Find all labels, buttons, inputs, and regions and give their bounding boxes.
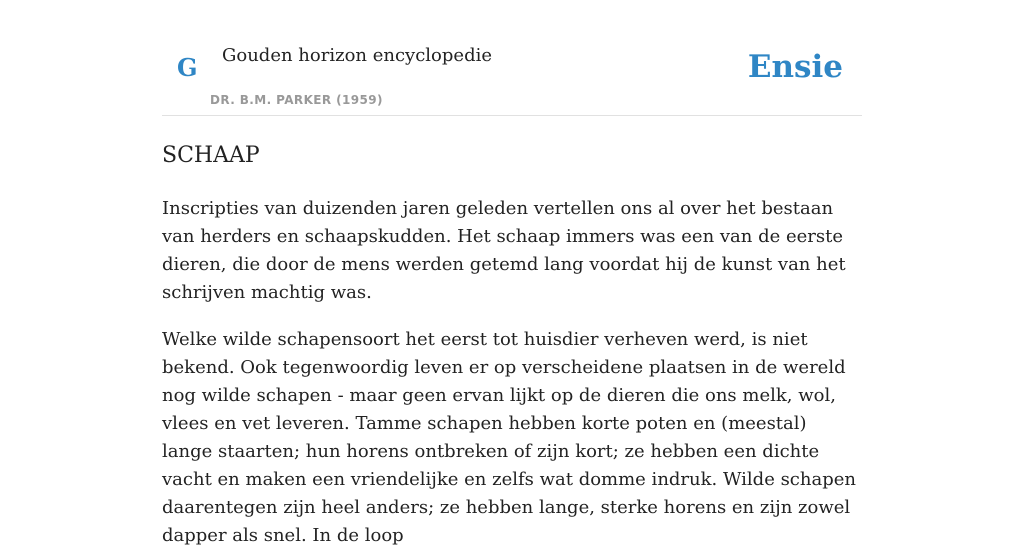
entry-title: SCHAAP bbox=[162, 143, 260, 168]
entry-paragraph: Welke wilde schapensoort het eerst tot huisdier verheven werd, is niet bekend. Ook tegenwoordig leven er op verscheidene plaatsen in de wereld nog wilde schapen - maar geen ervan lijkt op de dieren die ons melk, wol, vlees en vet leveren. Tamme schapen hebben korte poten en (meestal) lange staarten; hun horens ontbreken of zijn kort; ze hebben een dichte vacht en maken een vriendelijke en zelfs wat domme indruk. Wilde schapen daarentegen zijn heel anders; ze hebben lange, sterke horens en zijn zowel dapper als snel. In de loop bbox=[162, 329, 856, 546]
book-header bbox=[162, 0, 862, 116]
entry-paragraph: Inscripties van duizenden jaren geleden vertellen ons al over het bestaan van herders en schaapskudden. Het schaap immers was een van de eerste dieren, die door de mens werden getemd lang voordat hij de kunst van het schrijven machtig was. bbox=[162, 198, 846, 303]
ensie-logo-link[interactable]: Ensie bbox=[747, 49, 843, 85]
book-logo[interactable]: G bbox=[177, 53, 198, 82]
entry-body bbox=[162, 195, 862, 550]
book-author: DR. B.M. PARKER (1959) bbox=[210, 93, 383, 107]
page bbox=[162, 0, 862, 546]
book-title[interactable]: Gouden horizon encyclopedie bbox=[222, 45, 492, 66]
